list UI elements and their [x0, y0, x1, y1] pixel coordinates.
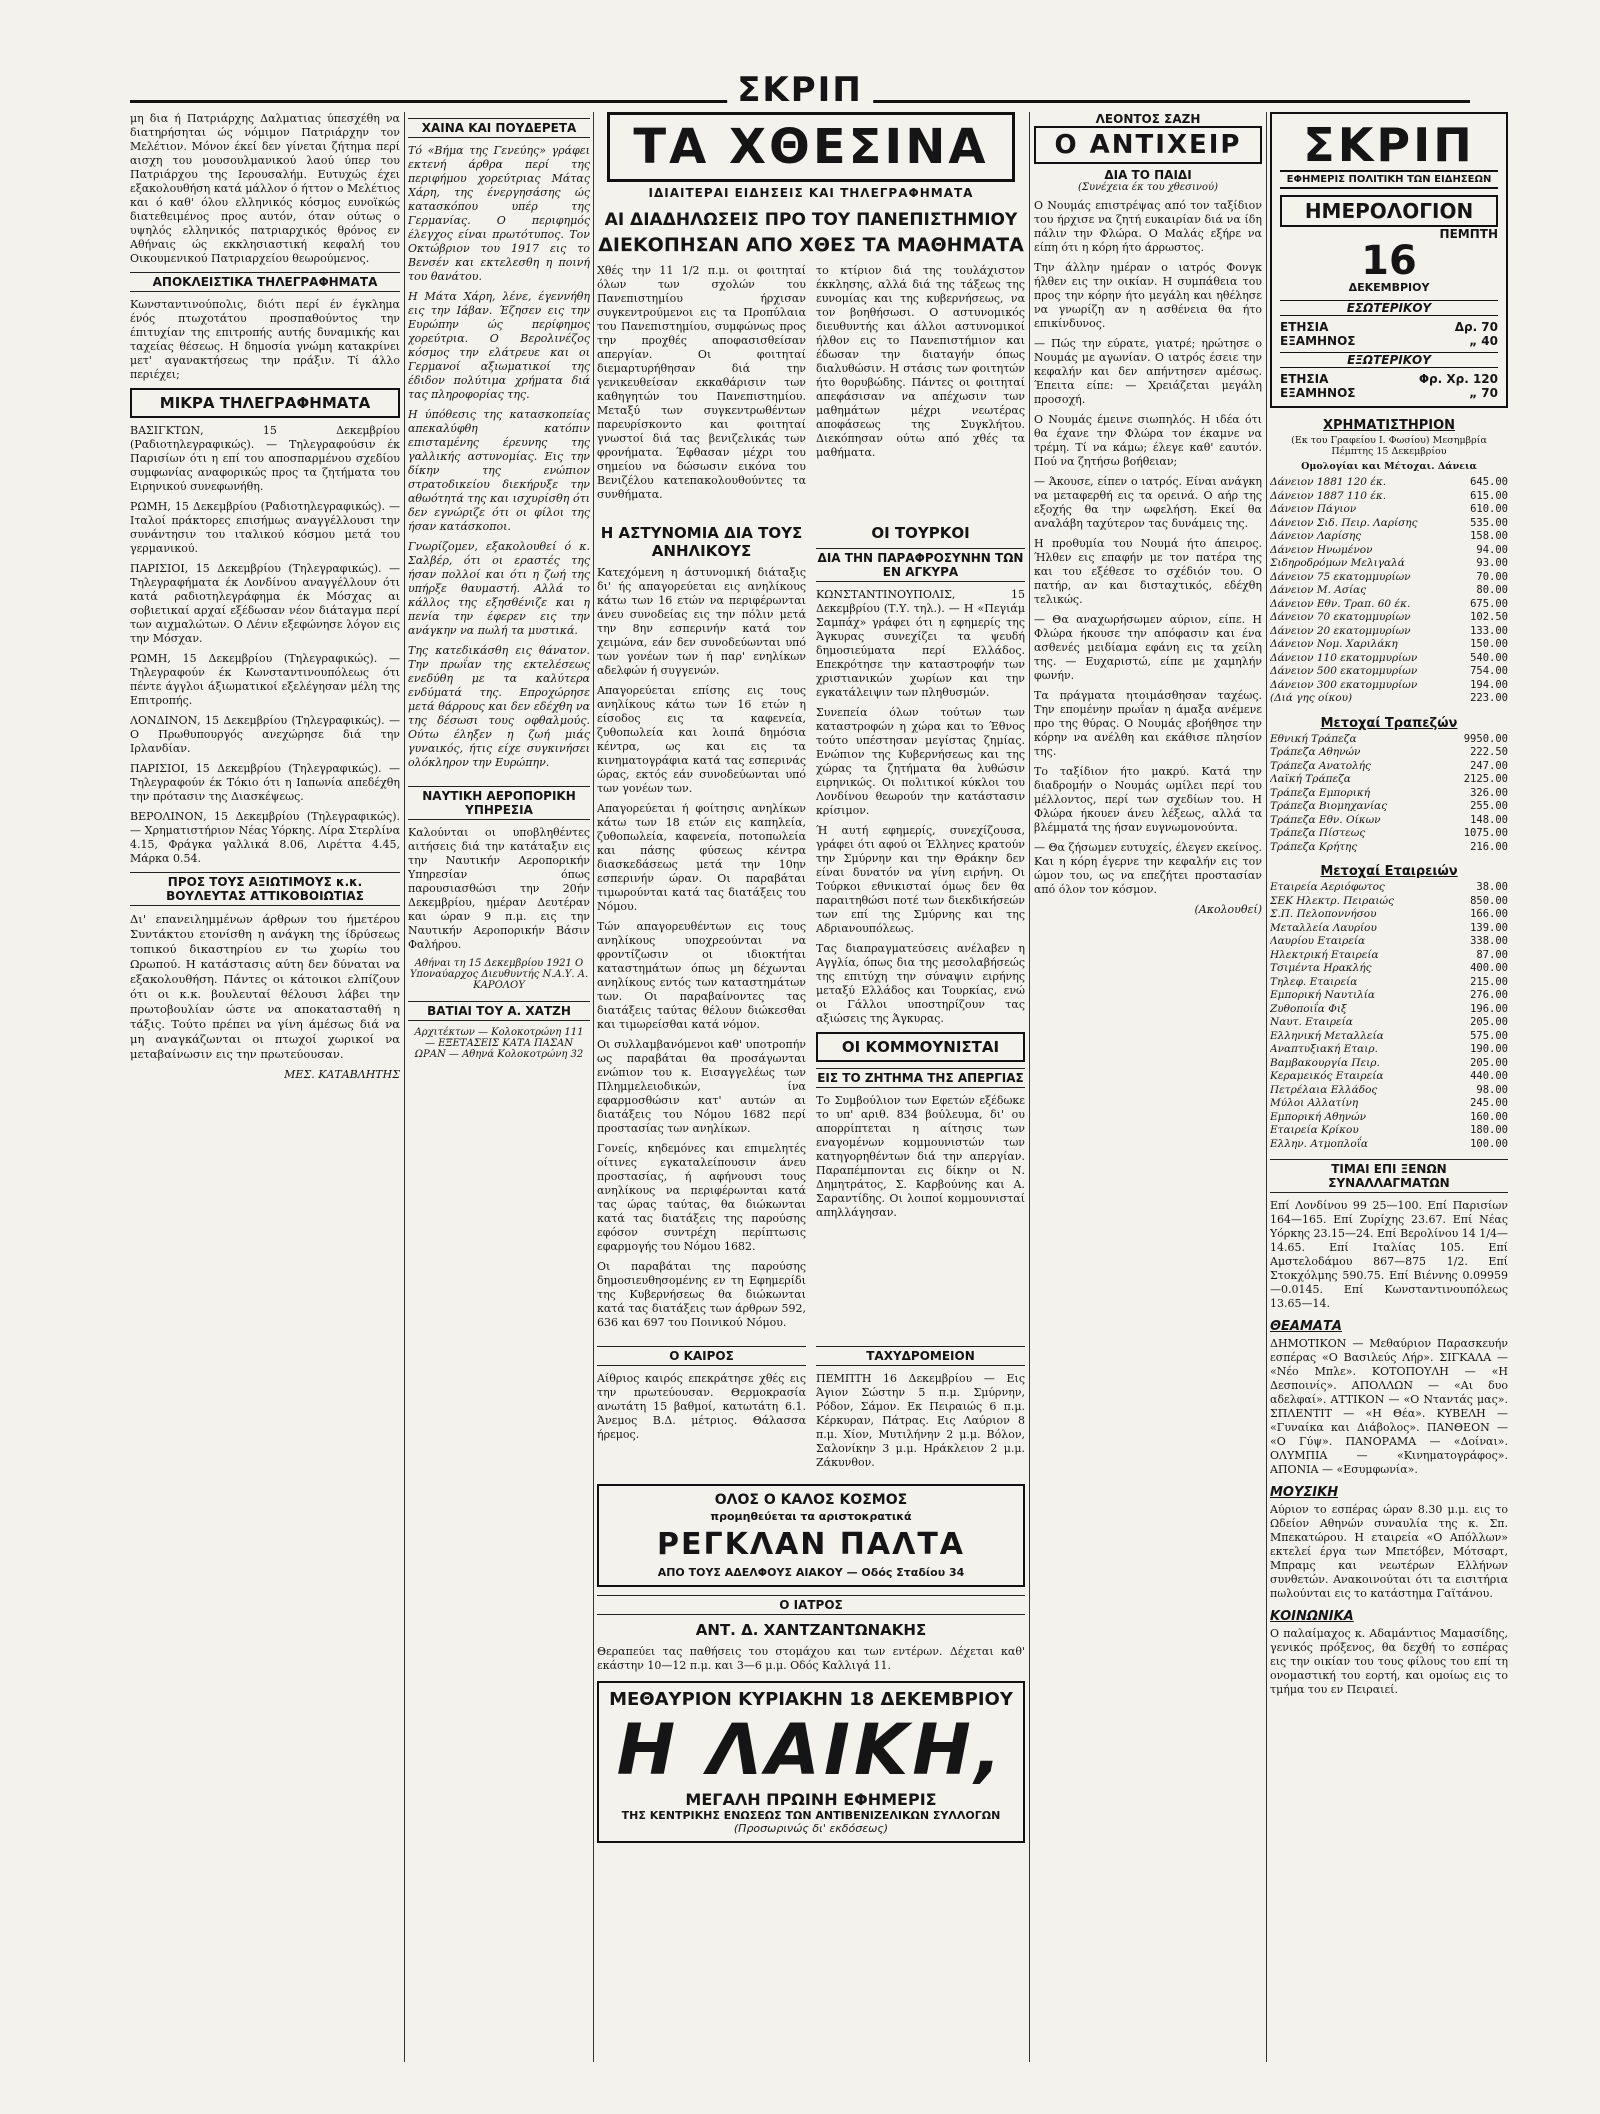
subs-price: „ 70 [1469, 386, 1498, 400]
ticker-label: Δάνειον Ηνωμένον [1270, 543, 1373, 556]
article-text: Το ταξίδιον ήτο μακρύ. Κατά την διαδρομήν ο Νουμάς ωμίλει περί του μέλλοντος, περί των σχεδίων του. Η Φλώρα ήκουεν άνευ λέξεως, αλλά τα βλέμματά της ήσαν ευγνωμονούντα. [1034, 765, 1262, 834]
ticker-label: Ναυτ. Εταιρεία [1270, 1016, 1353, 1028]
article-text: — Άκουσε, είπεν ο ιατρός. Είναι ανάγκη να μεταφερθή εις τα ορεινά. Ο αήρ της εξοχής θα την ωφελήση. Εκεί θα αναλάβη ταχύτερον τας δυνάμεις της. [1034, 475, 1262, 530]
theatre-heading: ΘΕΑΜΑΤΑ [1270, 1319, 1342, 1334]
ticker-value: 223.00 [1470, 692, 1508, 704]
ticker-row [1270, 949, 1508, 963]
ticker-value: 850.00 [1470, 894, 1508, 907]
ticker-label: Τράπεζα Ανατολής [1270, 759, 1371, 772]
column-rule [593, 112, 594, 2062]
music-heading: ΜΟΥΣΙΚΗ [1270, 1485, 1339, 1500]
ticker-value: 1075.00 [1463, 827, 1508, 839]
ticker-value: 87.00 [1476, 948, 1508, 961]
ticker-row [1270, 584, 1508, 598]
article-text: Κωνσταντινούπολις, διότι περί έν έγκλημα ένός πτωχοτάτου προσπαθούντος την έπιτυχίαν της επιτροπής αυτής δυναμικής και ταχείας θέσεως. Η δημοσία γνώμη κατακρίνει μετ' αγανακτήσεως την πράξιν. Τί άλλο περιέχει; [130, 298, 400, 381]
ticker-row [1270, 908, 1508, 922]
article-text: Ή αυτή εφημερίς, συνεχίζουσα, γράφει ότι αφού οι Έλληνες κρατούν την Σμύρνην και την Θράκην δεν είναι δυνατόν να γίνη ειρήνη. Οι Τούρκοι εθνικισταί όμως δεν θα παραιτηθώσι ποτέ των διεκδικήσεών των επί της Σμύρνης και της Αδριανουπόλεως. [816, 824, 1025, 935]
ticker-row [1270, 571, 1508, 585]
headline: ΟΙ ΤΟΥΡΚΟΙ [871, 524, 970, 542]
ticker-row [1270, 1097, 1508, 1111]
calendar-name: ΣΚΡΙΠ [1303, 118, 1475, 172]
serial-title: Ο ΑΝΤΙΧΕΙΡ [1034, 126, 1262, 164]
advertisement-laiki [597, 1681, 1025, 1843]
ticker-value: 205.00 [1470, 1016, 1508, 1028]
ticker-value: 93.00 [1476, 557, 1508, 569]
fx-heading: ΤΙΜΑΙ ΕΠΙ ΞΕΝΩΝ ΣΥΝΑΛΛΑΓΜΑΤΩΝ [1270, 1159, 1508, 1193]
ticker-label: Εθνική Τράπεζα [1270, 732, 1357, 745]
ticker-value: 675.00 [1470, 597, 1508, 610]
ticker-value: 754.00 [1470, 665, 1508, 677]
serial-kicker: ΔΙΑ ΤΟ ΠΑΙΔΙ [1104, 168, 1192, 182]
subs-label: ΕΤΗΣΙΑ [1280, 320, 1329, 334]
ticker-label: Μεταλλεία Λαυρίου [1270, 921, 1377, 934]
ticker-row [1270, 1016, 1508, 1030]
author: ΛΕΟΝΤΟΣ ΣΑΖΗ [1095, 112, 1201, 126]
ticker-label: Δάνειον 1881 120 έκ. [1270, 476, 1387, 488]
subs-region: ΕΞΩΤΕΡΙΚΟΥ [1280, 352, 1498, 368]
section-subtitle: ΙΔΙΑΙΤΕΡΑΙ ΕΙΔΗΣΕΙΣ ΚΑΙ ΤΗΛΕΓΡΑΦΗΜΑΤΑ [648, 186, 974, 200]
ticker-label: Δάνειον 110 εκατομμυρίων [1270, 651, 1418, 664]
subs-label: ΕΤΗΣΙΑ [1280, 372, 1329, 386]
article-text: Η προθυμία του Νουμά ήτο άπειρος. Ήλθεν εις επαφήν με τον πατέρα της και του εξέθεσε το σχέδιόν του. Ο πατήρ, αν και δισταχτικός, εδέχθη τελικώς. [1034, 537, 1262, 606]
ticker-value: 338.00 [1470, 935, 1508, 947]
ad-line: ΤΗΣ ΚΕΝΤΡΙΚΗΣ ΕΝΩΣΕΩΣ ΤΩΝ ΑΝΤΙΒΕΝΙΖΕΛΙΚΩΝ ΣΥΛΛΟΓΩΝ [621, 1809, 1001, 1822]
ad-line: (Προσωρινώς δι' εκδόσεως) [733, 1822, 889, 1835]
ticker-row [1270, 827, 1508, 841]
ticker-value: 255.00 [1470, 800, 1508, 812]
masthead-name: ΣΚΡΙΠ [727, 70, 873, 110]
article-text: Ο Νουμάς επιστρέψας από τον ταξίδιον του ήρχισε να ζητή ευκαιρίαν διά να ίδη πάλιν την Φλώρα. Ο Μαλάς εξήρε να είπη ότι η κόρη ήτο άρρωστος. [1034, 199, 1262, 254]
ticker-value: 615.00 [1470, 489, 1508, 502]
ticker-row [1270, 841, 1508, 855]
ticker-value: 133.00 [1470, 624, 1508, 637]
ticker-label: Δάνειον Πάγιον [1270, 503, 1357, 515]
ticker-value: 190.00 [1470, 1043, 1508, 1055]
article-text: ΠΑΡΙΣΙΟΙ, 15 Δεκεμβρίου (Τηλεγραφικώς). — Τηλεγραφούν έκ Τόκιο ότι η Ιαπωνία απεδέχθη την πρότασιν της Διασκέψεως. [130, 762, 400, 803]
ticker-row [1270, 935, 1508, 949]
ticker-row [1270, 611, 1508, 625]
article-text: Καλούνται οι υποβληθέντες αιτήσεις διά την κατάταξιν εις την Ναυτικήν Αεροπορικήν Υπηρεσίαν όπως παρουσιασθώσι την 20ήν Δεκεμβρίου, ημέραν Δευτέραν και ώραν 9 π.μ. εις την Ναυτικήν Αεροπορικήν Βάσιν Φαλήρου. [408, 826, 590, 951]
article-text: Απαγορεύεται επίσης εις τους ανηλίκους κάτω των 16 ετών η είσοδος εις τα καφενεία, ζυθοπωλεία και λοιπά δημόσια κέντρα, ως και εις τα κινηματογράφια κατά τας εσπερινάς ώρας, εκτός εάν συνοδεύωνται υπό των γονέων των. [597, 684, 806, 795]
ticker-label: Εταιρεία Κρίκου [1270, 1124, 1359, 1136]
article-text: ΒΕΡΟΛΙΝΟΝ, 15 Δεκεμβρίου (Τηλεγραφικώς). — Χρηματιστήριον Νέας Υόρκης. Λίρα Στερλίνα 4.15, Φράγκα γαλλικά 8.06, Λιρέττα 4.45, Μάρκα 0.54. [130, 810, 400, 865]
ticker-value: 94.00 [1476, 543, 1508, 556]
ad-heading: ΒΑΤΙΑΙ ΤΟΥ Α. ΧΑΤΖΗ [408, 1001, 590, 1021]
ticker-label: Τράπεζα Βιομηχανίας [1270, 800, 1388, 812]
article-text: Οι παραβάται της παρούσης δημοσιευθησομένης εν τη Εφημερίδι της Κυβερνήσεως θα διώκωνται κατά τας διατάξεις των άρθρων 592, 636 και 697 του Ποινικού Νόμου. [597, 1260, 806, 1329]
ticker-label: Τσιμέντα Ηρακλής [1270, 962, 1372, 974]
ticker-row [1270, 800, 1508, 814]
lead-story [597, 264, 1025, 508]
section-heading: ΜΙΚΡΑ ΤΗΛΕΓΡΑΦΗΜΑΤΑ [130, 388, 400, 418]
ticker-row [1270, 598, 1508, 612]
ticker-label: Εμπορική Αθηνών [1270, 1110, 1367, 1123]
corps-heading: Μετοχαί Εταιρειών [1320, 864, 1458, 879]
ad-heading: Ο ΙΑΤΡΟΣ [597, 1595, 1025, 1615]
ticker-row [1270, 665, 1508, 679]
subheadline: ΔΙΑ ΤΗΝ ΠΑΡΑΦΡΟΣΥΝΗΝ ΤΩΝ ΕΝ ΑΓΚΥΡΑ [816, 548, 1025, 582]
column-5 [1270, 112, 1508, 2072]
calendar-day: ΠΕΜΠΤΗ [1439, 227, 1498, 241]
ticker-value: 100.00 [1470, 1137, 1508, 1150]
calendar-sub: ΕΦΗΜΕΡΙΣ ΠΟΛΙΤΙΚΗ ΤΩΝ ΕΙΔΗΣΕΩΝ [1280, 170, 1498, 189]
ticker-row [1270, 517, 1508, 531]
signature: Αθήναι τη 15 Δεκεμβρίου 1921 Ο Υποναύαρχος Διευθυντής Ν.Α.Υ. Α. ΚΑΡΟΛΟΥ [409, 958, 589, 991]
advertisement [597, 1484, 1025, 1587]
ticker-value: 400.00 [1470, 962, 1508, 974]
ticker-label: Δάνειον 75 εκατομμυρίων [1270, 570, 1411, 583]
headline: ΤΑΧΥΔΡΟΜΕΙΟΝ [816, 1346, 1025, 1366]
corps-table [1270, 881, 1508, 1151]
exchange-heading: ΧΡΗΜΑΤΙΣΤΗΡΙΟΝ [1322, 418, 1456, 433]
ticker-value: 194.00 [1470, 678, 1508, 691]
ad-line: ΟΛΟΣ Ο ΚΑΛΟΣ ΚΟΣΜΟΣ [714, 1492, 908, 1508]
article-text: Δι' επανειλημμένων άρθρων του ήμετέρου Συντάκτου ετονίσθη η ανάγκη της ίδρύσεως τοπικού δικαστηρίου εν τω χωρίω του Ωρωπού. Η κατάστασις αύτη δεν δύναται να εξακολουθήση. Πάντες οι κάτοικοι ελπίζουν ότι οι κ.κ. βουλευταί θέλουσι λάβει την πρωτοβουλίαν ώστε να αποκατασταθή η τάξις. Τούτο πρέπει να γίνη άμέσως διά να μη αναγκάζωνται οι πτωχοί χωρικοί να μεταβαίνωσιν εις την πρωτεύουσαν. [130, 912, 400, 1061]
ticker-value: 247.00 [1470, 759, 1508, 772]
banks-table [1270, 733, 1508, 855]
article-text: ΡΩΜΗ, 15 Δεκεμβρίου (Ραδιοτηλεγραφικώς). — Ιταλοί πράκτορες επισήμως αναγγέλλουσι την συνάντησιν του ιταλικού κόσμου μετά του γερμανικού. [130, 500, 400, 555]
music-text: Αύριον το εσπέρας ώραν 8.30 μ.μ. εις το Ωδείον Αθηνών συναυλία της κ. Σπ. Μπεκατώρου. Η εταιρεία «Ο Απόλλων» εκτελεί έργα των Μπετόβεν, Μότσαρτ, Μπραμς και νεωτέρων Ελλήνων συνθετών. Ανακοινούται ότι τα εισιτήρια πωλούνται εις το κατάστημα Γαϊτάνου. [1270, 1503, 1508, 1600]
article-text: Απαγορεύεται ή φοίτησις ανηλίκων κάτω των 18 ετών εις καπηλεία, ζυθοπωλεία, καφενεία, ποτοπωλεία και πάσης φύσεως κέντρα διασκεδάσεως μετά την 10ην εσπερινήν ώραν. Οι παραβάται τιμωρούνται κατά τας διατάξεις του Νόμου. [597, 802, 806, 913]
section-heading: ΠΡΟΣ ΤΟΥΣ ΑΞΙΩΤΙΜΟΥΣ κ.κ. ΒΟΥΛΕΥΤΑΣ ΑΤΤΙΚΟΒΟΙΩΤΙΑΣ [130, 872, 400, 906]
ticker-label: Ηλεκτρική Εταιρεία [1270, 948, 1379, 961]
column-4 [1034, 112, 1262, 1332]
article-text: Γονείς, κηδεμόνες και επιμελητές οίτινες εγκαταλείπουσιν άνευ προστασίας, ή αφήνουσι τους ανηλίκους να περιφέρωνται κατά τας ώρας ταύτας, θα διώκωνται κατά τας διατάξεις της παρούσης εφόσον συντρέχη περίπτωσις εφαρμογής του Νόμου 1682. [597, 1142, 806, 1253]
ticker-row [1270, 557, 1508, 571]
serial-note: (Συνέχεια έκ του χθεσινού) [1078, 182, 1218, 193]
article-text: το κτίριον διά της τουλάχιστον έκκλησης, αλλά διά της τάξεως της ευνομίας και της κυβερνήσεως, να τον βοηθήσωσι. Ο αστυνομικός διευθυντής και άλλοι αστυνομικοί ήλθον εις το Πανεπιστήμιον και έδωσαν την διαταγήν όπως διαλυθώσιν. Η στάσις των φοιτητών ήτο θορυβώδης. Πάντες οι φοιτηταί απεφάσισαν να απέχωσιν των μαθημάτων μέχρι νεωτέρας αποφάσεως της Συγκλήτου. Διεκόπησαν ούτω από χθές τα μαθήματα. [816, 264, 1025, 459]
ticker-label: (Διά γης οίκου) [1270, 692, 1353, 704]
article-text: Τών απαγορευθέντων εις τους ανηλίκους υποχρεούνται να φροντίζωσιν οι ιδιοκτήται καταστημάτων όπως μη δέχωνται ανηλίκους εντός των καταστημάτων των. Οι παραβαίνοντες τας διατάξεις ταύτας θέλουν διώκεσθαι και τιμωρείσθαι κατά νόμον. [597, 920, 806, 1031]
article-text: — Θα αναχωρήσωμεν αύριον, είπε. Η Φλώρα ήκουσε την απόφασιν και ένα ασθενές μειδίαμα εφάνη εις τα χείλη της. — Ευχαριστώ, είπε με χαμηλήν φωνήν. [1034, 613, 1262, 682]
article-text: Της κατεδικάσθη εις θάνατον. Την πρωΐαν της εκτελέσεως ενεδύθη με τα καλύτερα ενδύματά της. Επροχώρησε μετά θάρρους και δεν εδέχθη να της δέσωσι τους οφθαλμούς. Ούτω έληξεν η ζωή μιάς γυναικός, ήτις είχε συγκινήσει ολόκληρον την Ευρώπην. [408, 644, 590, 769]
calendar-date: 16 [1361, 238, 1417, 284]
ticker-value: 245.00 [1470, 1097, 1508, 1109]
column-3-lower [597, 1340, 1025, 2070]
article-text: — Πώς την εύρατε, γιατρέ; ηρώτησε ο Νουμάς με αγωνίαν. Ο ιατρός έσειε την κεφαλήν και δεν απήντησεν αμέσως. Έπειτα είπε: — Χρειάζεται μεγάλη προσοχή. [1034, 337, 1262, 406]
ticker-value: 326.00 [1470, 786, 1508, 799]
ticker-label: Τηλεφ. Εταιρεία [1270, 975, 1358, 988]
ticker-row [1270, 962, 1508, 976]
ticker-label: Δάνειον 300 εκατομμυρίων [1270, 678, 1418, 691]
subscription-rates [1280, 300, 1498, 400]
ad-line: ΜΕΓΑΛΗ ΠΡΩΙΝΗ ΕΦΗΜΕΡΙΣ [685, 1790, 937, 1809]
ticker-row [1270, 760, 1508, 774]
ticker-label: Δάνειον Μ. Ασίας [1270, 584, 1367, 596]
section-heading: ΧΑΙΝΑ ΚΑΙ ΠΟΥΔΕΡΕΤΑ [408, 118, 590, 138]
ticker-label: Εμπορική Ναυτιλία [1270, 989, 1375, 1001]
ticker-row [1270, 1043, 1508, 1057]
article-text: ΠΑΡΙΣΙΟΙ, 15 Δεκεμβρίου (Τηλεγραφικώς). — Τηλεγραφήματα έκ Λονδίνου αναγγέλλουν ότι κατά ραδιοτηλεγράφημα έκ Μόσχας αι σοβιετικαί αρχαί εξέδωσαν νέον διάταγμα περί των αιχμαλώτων. Ο Λένιν εξεφώνησε λόγον εις την Μόσχαν. [130, 562, 400, 645]
social-heading: ΚΟΙΝΩΝΙΚΑ [1270, 1609, 1354, 1624]
ticker-value: 196.00 [1470, 1002, 1508, 1015]
ticker-value: 2125.00 [1463, 773, 1508, 785]
article-text: Κατεχόμενη η άστυνομική διάταξις δι' ής απαγορεύεται εις ανηλίκους κάτω των 16 ετών να περιφέρωνται άνευ συνοδείας εις την πόλιν μετά την 8ην εσπερινήν κατά τον χειμώνα, εάν δεν συνοδεύωνται υπό των γονέων των ή παρ' ενηλίκων αδελφών ή συγγενών. [597, 566, 806, 677]
article-text: Τό «Βήμα της Γενεύης» γράφει εκτενή άρθρα περί της περιφήμου χορεύτριας Μάτας Χάρη, της ένεργησάσης ώς κατασκόπου υπέρ της Γερμανίας. Ο περιφημός έλεγχος είναι πρωτότυπος. Τον Οκτώβριον του 1917 εις το Βενσέν και εκτελεσθη η ποινή του θανάτου. [408, 144, 590, 283]
ticker-value: 216.00 [1470, 840, 1508, 853]
ticker-row [1270, 895, 1508, 909]
subheadline: ΕΙΣ ΤΟ ΖΗΤΗΜΑ ΤΗΣ ΑΠΕΡΓΙΑΣ [816, 1068, 1025, 1088]
ticker-row [1270, 1030, 1508, 1044]
ticker-row [1270, 544, 1508, 558]
ticker-value: 222.50 [1470, 746, 1508, 758]
ticker-label: Τράπεζα Εθν. Οίκων [1270, 813, 1381, 826]
headline: ΟΙ ΚΟΜΜΟΥΝΙΣΤΑΙ [816, 1032, 1025, 1062]
article-text: Η ύπόθεσις της κατασκοπείας απεκαλύφθη κατόπιν επισταμένης έρευνης της γαλλικής αστυνομίας. Εις την δίκην της ενώπιον στρατοδικείου διεκήρυξε την αθωότητά της και ισχυρίσθη ότι δεν εγνώριζε ότι οι φίλοι της ήσαν κατάσκοποι. [408, 408, 590, 533]
ticker-label: Δάνειον Σιδ. Πειρ. Λαρίσης [1270, 516, 1418, 529]
ticker-row [1270, 922, 1508, 936]
ticker-value: 98.00 [1476, 1083, 1508, 1096]
article-text: μη δια ή Πατριάρχης Δαλματιας ύπεσχέθη να διατηρήσηται ώς νόμιμον Πατριάρχην τον Μελέτιον. Μόνον έκεί δεν γίνεται ζήτημα περί αισχη του μουσουλμανικού λαού ύπερ του Πατριάρχου της Ιερουσαλήμ. Ευτυχώς έχει εξακολουθήση κατά μάλλον ό ήττον ο Μελέτιος και ό καθ' όλου ελληνικός κόσμος ευνοϊκώς διατεθειμένος προς αυτόν, όταν ούτως ο υψηλός ελληνικός πατριαρχικός θρόνος εν Αθήναις ώς εκκλησιαστική κεφαλή του Οικουμενικού Πατριαρχείου θεωρούμενος. [130, 112, 400, 265]
ticker-label: Δάνειον 500 εκατομμυρίων [1270, 665, 1418, 677]
ticker-value: 139.00 [1470, 921, 1508, 934]
ticker-row [1270, 976, 1508, 990]
ticker-row [1270, 1070, 1508, 1084]
column-rule [1266, 112, 1267, 2062]
ticker-label: Πετρέλαια Ελλάδος [1270, 1083, 1378, 1096]
ticker-label: ΣΕΚ Ηλεκτρ. Πειραιώς [1270, 894, 1394, 907]
ticker-row [1270, 476, 1508, 490]
ticker-label: Ζυθοποιΐα Φιξ [1270, 1002, 1347, 1015]
section-title: ΤΑ ΧΘΕΣΙΝΑ [607, 112, 1015, 182]
subs-label: ΕΞΑΜΗΝΟΣ [1280, 334, 1356, 348]
ticker-label: Τράπεζα Κρήτης [1270, 840, 1358, 853]
subs-price: Φρ. Χρ. 120 [1418, 372, 1498, 386]
subs-price: Δρ. 70 [1454, 320, 1498, 334]
ticker-value: 180.00 [1470, 1124, 1508, 1136]
signature: ΜΕΣ. ΚΑΤΑΒΛΗΤΗΣ [284, 1068, 400, 1081]
ticker-row [1270, 1138, 1508, 1152]
article-text: ΠΕΜΠΤΗ 16 Δεκεμβρίου — Εις Άγιον Σώστην 5 π.μ. Σμύρνην, Ρόδον, Σάμον. Εκ Πειραιώς 6 π.μ. Κέρκυραν, Πάτρας. Εις Λαύριον 8 π.μ. Χίον, Μυτιλήνην 2 μ.μ. Βόλον, Σαλονίκην 3 μ.μ. Ηράκλειον 2 μ.μ. Ζάκυνθον. [816, 1372, 1025, 1469]
calendar-head: ΗΜΕΡΟΛΟΓΙΟΝ [1280, 195, 1498, 227]
headline: Η ΑΣΤΥΝΟΜΙΑ ΔΙΑ ΤΟΥΣ ΑΝΗΛΙΚΟΥΣ [600, 524, 803, 560]
ticker-value: 70.00 [1476, 570, 1508, 583]
ticker-row [1270, 692, 1508, 706]
ticker-label: Βαμβακουργία Πειρ. [1270, 1056, 1380, 1069]
ticker-value: 535.00 [1470, 516, 1508, 529]
article-text: — Θα ζήσωμεν ευτυχείς, έλεγεν εκείνος. Και η κόρη έγερνε την κεφαλήν εις τον ώμον του, ως να επεζήτει προστασίαν από όλον τον κόσμον. [1034, 841, 1262, 896]
article-text: Ο Νουμάς έμεινε σιωπηλός. Η ιδέα ότι θα έχανε την Φλώρα τον έκαμνε να τρέμη. Τί να κάμω; έλεγε καθ' εαυτόν. Πού να ζητήσω βοήθειαν; [1034, 413, 1262, 468]
ticker-label: Τράπεζα Αθηνών [1270, 746, 1361, 758]
ticker-label: Δάνειον 1887 110 έκ. [1270, 489, 1387, 502]
loans-table [1270, 476, 1508, 706]
article-text: Τας διαπραγματεύσεις ανέλαβεν η Αγγλία, όπως δια της μεσολαβήσεώς της επιτύχη την σύναψιν ειρήνης μεταξύ Ελλάδος και Τουρκίας, ενώ οι Γάλλοι υποστηρίζουν τας αξιώσεις της Άγκυρας. [816, 942, 1025, 1025]
theatre-text: ΔΗΜΟΤΙΚΟΝ — Μεθαύριον Παρασκευήν εσπέρας «Ο Βασιλεύς Λήρ». ΣΙΓΚΑΛΑ — «Νέο Μπλε». ΚΟΤΟΠΟΥΛΗ — «Η Δεσποινίς». ΑΠΟΛΛΩΝ — «Αι δυο αδελφαί». ΑΤΤΙΚΟΝ — «Ο Νταντάς μας». ΣΠΛΕΝΤΙΤ — «Η Θέα». ΚΥΒΕΛΗ — «Γυναίκα και Διάβολος». ΠΑΝΘΕΟΝ — «Ο Γύψ». ΠΑΝΟΡΑΜΑ — «Δοίναι». ΟΛΥΜΠΙΑ — «Κινηματογράφος». ΑΠΟΝΙΑ — «Εσυμφωνία». [1270, 1337, 1508, 1476]
ticker-value: 575.00 [1470, 1029, 1508, 1042]
section-heading: ΑΠΟΚΛΕΙΣΤΙΚΑ ΤΗΛΕΓΡΑΦΗΜΑΤΑ [130, 272, 400, 292]
article-text: Την άλλην ημέραν ο ιατρός Φονγκ ήλθεν εις την οικίαν. Η συμπάθεια του προς την κόρην ήτο μεγάλη και ηθέλησε να γνωρίζη αν η ασθένεια θα ήτο επικίνδυνος. [1034, 261, 1262, 330]
ticker-label: Σιδηροδρόμων Μελιγαλά [1270, 557, 1405, 569]
ticker-label: Δάνειον Λαρίσης [1270, 530, 1362, 542]
ad-line: Η ΛΑΙΚΗ, [616, 1709, 1006, 1791]
article-text: Χθές την 11 1/2 π.μ. οι φοιτηταί όλων των σχολών του Πανεπιστημίου ήρχισαν συγκεντρούμενοι εις τα Προπύλαια του Πανεπιστημίου, συμφώνως προς την προχθές αποφασισθείσαν απεργίαν. Οι φοιτηταί διεμαρτυρήθησαν διά την γενικευθείσαν εκκαθάρισιν των καθηγητών του Πανεπιστημίου. Μεταξύ των συγκεντρωθέντων παρευρίσκοντο και φοιτηταί γνωστοί διά τας βενιζελικάς των φρονήματα. Έφθασαν μέχρι του σημείου να δώσωσιν εικόνα του Βενιζέλου κατεπακολουθούντες τα συνθήματα. [597, 264, 806, 501]
headline: ΔΙΕΚΟΠΗΣΑΝ ΑΠΟ ΧΘΕΣ ΤΑ ΜΑΘΗΜΑΤΑ [598, 234, 1024, 256]
ticker-label: Δάνειον 20 εκατομμυρίων [1270, 624, 1411, 637]
ticker-label: Λαϊκή Τράπεζα [1270, 773, 1351, 785]
ticker-value: 215.00 [1470, 975, 1508, 988]
ticker-label: Σ.Π. Πελοποννήσου [1270, 908, 1377, 920]
ticker-row [1270, 1057, 1508, 1071]
article-text: Η Μάτα Χάρη, λένε, έγεννήθη εις την Ιάβαν. Έζησεν εις την Ευρώπην ώς περίφημος χορεύτρια. Ο Βερολινέζος κόσμος την ελάτρευε και οι Γερμανοί αξιωματικοί της έδιδον πολύτιμα χρήματα διά τας πληροφορίας της. [408, 290, 590, 401]
ticker-value: 540.00 [1470, 651, 1508, 664]
ticker-row [1270, 1003, 1508, 1017]
ticker-row [1270, 1084, 1508, 1098]
article-text: Οι συλλαμβανόμενοι καθ' υποτροπήν ως παραβάται θα προσάγωνται ενώπιον του κ. Εισαγγελέως των Πλημμελειοδικών, ίνα εφαρμοσθώσιν κατ' αυτών αι διατάξεις του Νόμου 1682 περί προστασίας των ανηλίκων. [597, 1038, 806, 1135]
ticker-label: Λαυρίου Εταιρεία [1270, 935, 1366, 947]
column-1 [130, 112, 400, 2072]
ticker-label: Δάνειον Εθν. Τραπ. 60 έκ. [1270, 597, 1411, 610]
ticker-value: 102.50 [1470, 611, 1508, 623]
column-3 [597, 112, 1025, 1337]
ad-line: ΑΠΟ ΤΟΥΣ ΑΔΕΛΦΟΥΣ ΑΙΑΚΟΥ — Οδός Σταδίου 34 [657, 1566, 965, 1579]
social-text: Ο παλαίμαχος κ. Αδαμάντιος Μαμασίδης, γενικός πρόξενος, θα δεχθή το εσπέρας εις την οικίαν του τους φίλους του επί τη ονομαστική του εορτή, και ομοίως εις το τμήμα του εν Πειραιεί. [1270, 1627, 1508, 1696]
calendar-box [1270, 112, 1508, 408]
ticker-value: 158.00 [1470, 530, 1508, 542]
article-text: ΛΟΝΔΙΝΟΝ, 15 Δεκεμβρίου (Τηλεγραφικώς). — Ο Πρωθυπουργός ανεχώρησε διά την Ιρλανδίαν. [130, 714, 400, 755]
ticker-value: 440.00 [1470, 1070, 1508, 1082]
ticker-row [1270, 787, 1508, 801]
column-rule [1029, 112, 1030, 2062]
exchange-sub: Ομολογίαι και Μέτοχαι. Δάνεια [1301, 461, 1477, 472]
ticker-value: 38.00 [1476, 881, 1508, 893]
article-text: ΒΑΣΙΓΚΤΩΝ, 15 Δεκεμβρίου (Ραδιοτηλεγραφικώς). — Τηλεγραφούσιν έκ Παρισίων ότι η επί του αποσπαρμένου σχεδίου συμφωνίας αναφορικώς προς τα ζητήματα του Ειρηνικού συνεφωνήθη. [130, 424, 400, 493]
subs-region: ΕΣΩΤΕΡΙΚΟΥ [1280, 300, 1498, 316]
ticker-label: Ελλην. Ατμοπλοΐα [1270, 1137, 1368, 1150]
ticker-label: Δάνειον Νομ. Χαριλάκη [1270, 638, 1398, 650]
ticker-value: 9950.00 [1463, 732, 1508, 745]
column-rule [404, 112, 405, 2062]
fx-text: Επί Λονδίνου 99 25—100. Επί Παρισίων 164—165. Επί Ζυρίχης 23.67. Επί Νέας Υόρκης 23.15—24. Επί Βερολίνου 14 1/4—14.65. Επί Ιταλίας 105. Επί Αμστελοδάμου 867—875 1/2. Επί Στοκχόλμης 590.75. Επί Βιέννης 0.09959—0.0145. Επί Κωνσταντινουπόλεως 13.65—14. [1270, 1199, 1508, 1310]
ticker-value: 205.00 [1470, 1056, 1508, 1069]
ticker-label: Αναπτυξιακή Εταιρ. [1270, 1043, 1378, 1055]
ticker-row [1270, 530, 1508, 544]
headline: ΑΙ ΔΙΑΔΗΛΩΣΕΙΣ ΠΡΟ ΤΟΥ ΠΑΝΕΠΙΣΤΗΜΙΟΥ [604, 210, 1018, 230]
ticker-label: Τράπεζα Πίστεως [1270, 827, 1366, 839]
ticker-row [1270, 625, 1508, 639]
ticker-row [1270, 503, 1508, 517]
banks-heading: Μετοχαί Τραπεζών [1320, 715, 1458, 731]
exchange-note: (Εκ του Γραφείου Ι. Φωσίου) Μεσημβρία Πέμπτης 15 Δεκεμβρίου [1291, 435, 1487, 457]
ticker-value: 160.00 [1470, 1110, 1508, 1123]
article-text: Συνεπεία όλων τούτων των καταστροφών η χώρα και το Έθνος τούτο υπέστησαν μεγίστας ζημίας. Ενώπιον της Κυβερνήσεως και της χώρας τα ζητήματα θα λυθώσιν ειρηνικώς. Οι πολιτικοί κύκλοι του Λονδίνου θεωρούν την κατάστασιν κρίσιμον. [816, 706, 1025, 817]
ticker-row [1270, 989, 1508, 1003]
article-text: ΡΩΜΗ, 15 Δεκεμβρίου (Τηλεγραφικώς). — Τηλεγραφούν έκ Κωνσταντινουπόλεως ότι πέντε άγγλοι άξιωματικοί εξελέγησαν μέλη της Επιτροπής. [130, 652, 400, 707]
ticker-value: 148.00 [1470, 813, 1508, 826]
ticker-row [1270, 746, 1508, 760]
calendar-month: ΔΕΚΕΜΒΡΙΟΥ [1348, 281, 1430, 294]
section-heading: ΝΑΥΤΙΚΗ ΑΕΡΟΠΟΡΙΚΗ ΥΠΗΡΕΣΙΑ [408, 786, 590, 820]
subs-price: „ 40 [1469, 334, 1498, 348]
signature: (Ακολουθεί) [1194, 903, 1262, 916]
ticker-label: Τράπεζα Εμπορική [1270, 786, 1371, 799]
masthead [0, 70, 1600, 116]
ad-line: ΜΕΘΑΥΡΙΟΝ ΚΥΡΙΑΚΗΝ 18 ΔΕΚΕΜΒΡΙΟΥ [609, 1689, 1013, 1710]
ticker-label: Δάνειον 70 εκατομμυρίων [1270, 611, 1411, 623]
headline: Ο ΚΑΙΡΟΣ [597, 1346, 806, 1366]
ticker-row [1270, 1111, 1508, 1125]
ticker-row [1270, 679, 1508, 693]
ticker-label: Ελληνική Μεταλλεία [1270, 1029, 1384, 1042]
ad-line: προμηθεύεται τα αριστοκρατικά [710, 1510, 912, 1523]
second-row [597, 518, 1025, 1336]
ticker-value: 645.00 [1470, 476, 1508, 488]
article-text: Το Συμβούλιον των Εφετών εξέδωκε το υπ' αριθ. 834 βούλευμα, δι' ου απορρίπτεται η αίτησις των εναγομένων κομμουνιστών των κατηγορηθέντων διά την απεργίαν. Παραπέμπονται εις δίκην οι Ν. Δημητράτος, Σ. Καρβούνης και Α. Σαραντίδης. Οι λοιποί κομμουνισταί απηλλάγησαν. [816, 1094, 1025, 1219]
article-text: Γνωρίζομεν, εξακολουθεί ό κ. Σαλβέρ, ότι οι εραστές της ήσαν πολλοί και ότι η ζωή της υπήρξε θαυμαστή. Αλλά το κάλλος της εξησθένιζε και η πενία την έφερεν εις την ανάγκην να πωλή τα μυστικά. [408, 540, 590, 637]
article-text: ΚΩΝΣΤΑΝΤΙΝΟΥΠΟΛΙΣ, 15 Δεκεμβρίου (Τ.Υ. τηλ.). — Η «Πεγιάμ Σαμπάχ» γράφει ότι η εφημερίς της Άγκυρας συνεχίζει τα ψευδή δημοσιεύματα περί Ελλάδος. Επεκρότησε την καταστροφήν των χριστιανικών χωρίων και την εγκατάλειψιν των πληθυσμών. [816, 588, 1025, 699]
ad-text: Θεραπεύει τας παθήσεις του στομάχου και των εντέρων. Δέχεται καθ' εκάστην 10—12 π.μ. και 3—6 μ.μ. Οδός Καλλιγά 11. [597, 1645, 1025, 1672]
ad-name: ΑΝΤ. Δ. ΧΑΝΤΖΑΝΤΩΝΑΚΗΣ [695, 1621, 927, 1639]
ticker-row [1270, 638, 1508, 652]
article-text: Τα πράγματα ητοιμάσθησαν ταχέως. Την επομένην πρωΐαν η άμαξα ανέμενε προ της θύρας. Ο Νουμάς εβοήθησε την κόρην να ανέλθη και εκάθισε πλησίον της. [1034, 689, 1262, 758]
ticker-row [1270, 733, 1508, 747]
ad-text: Αρχιτέκτων — Κολοκοτρώνη 111 — ΕΞΕΤΑΣΕΙΣ ΚΑΤΑ ΠΑΣΑΝ ΩΡΑΝ — Αθηνά Κολοκοτρώνη 32 [414, 1027, 584, 1060]
ticker-row [1270, 814, 1508, 828]
ticker-label: Μύλοι Αλλατίνη [1270, 1097, 1359, 1109]
ticker-value: 610.00 [1470, 503, 1508, 515]
ticker-row [1270, 652, 1508, 666]
ticker-label: Εταιρεία Αεριόφωτος [1270, 881, 1385, 893]
ticker-label: Κεραμεικός Εταιρεία [1270, 1070, 1384, 1082]
ticker-value: 276.00 [1470, 989, 1508, 1001]
ad-line: ΡΕΓΚΛΑΝ ΠΑΛΤΑ [656, 1527, 966, 1562]
ticker-row [1270, 773, 1508, 787]
column-2 [408, 112, 590, 2072]
subs-label: ΕΞΑΜΗΝΟΣ [1280, 386, 1356, 400]
ticker-row [1270, 1124, 1508, 1138]
ticker-value: 166.00 [1470, 908, 1508, 920]
ticker-value: 150.00 [1470, 638, 1508, 650]
ticker-value: 80.00 [1476, 584, 1508, 596]
ticker-row [1270, 881, 1508, 895]
article-text: Αίθριος καιρός επεκράτησε χθές εις την πρωτεύουσαν. Θερμοκρασία ανωτάτη 15 βαθμοί, κατωτάτη 6.1. Άνεμος Β.Δ. μέτριος. Θάλασσα ήρεμος. [597, 1372, 806, 1441]
ticker-row [1270, 490, 1508, 504]
